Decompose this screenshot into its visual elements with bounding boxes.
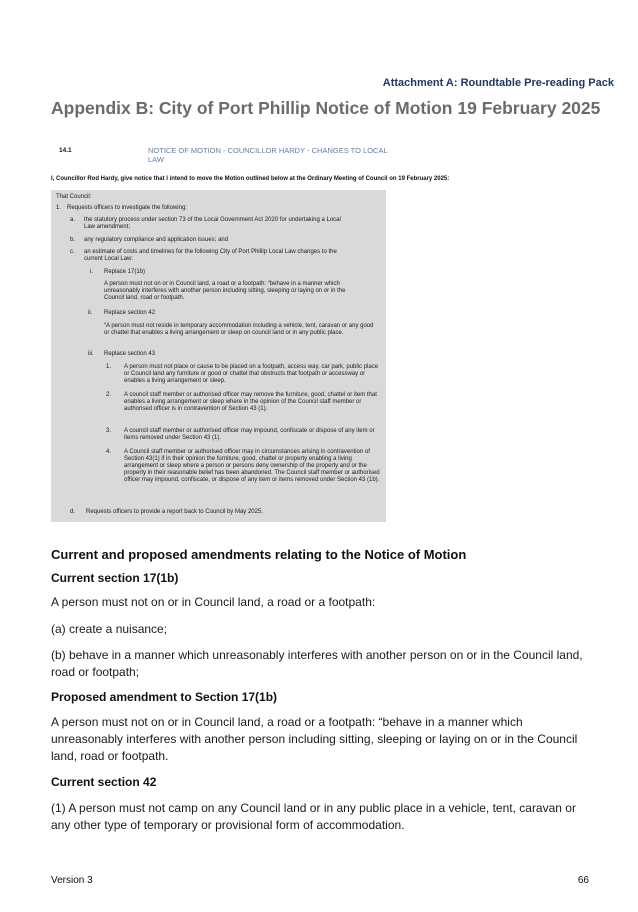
item-number: d. (70, 509, 76, 515)
item-number: 3. (106, 428, 112, 434)
page-title: Appendix B: City of Port Phillip Notice of Motion 19 February 2025 (51, 98, 601, 118)
item-number: 1. (106, 364, 112, 370)
item-number: 1. (56, 205, 62, 211)
current-17-1b-intro: A person must not on or in Council land, a road or a footpath: (51, 595, 376, 609)
motion-intro: That Council: (56, 194, 92, 200)
item-text: A council staff member or authorised officer may remove the furniture, good, chattel or item that enables a living arrangement or sleep where in the opinion of the Council staff member or authorised officer is in contravention of Section 43 (1). (124, 392, 377, 413)
item-text: A person must not place or cause to be placed on a footpath, access way, car park, public place or Council land any furniture or good or chattel that obstructs that footpath or accessway or enables a living arrangement or sleep. (124, 364, 379, 385)
item-text: Requests officers to provide a report back to Council by May 2025. (86, 509, 263, 515)
item-number: i. (90, 269, 93, 275)
current-42-text: (1) A person must not camp on any Council land or in any public place in a vehicle, tent, caravan or any other type of temporary or provisional form of accommodation. (51, 801, 576, 832)
item-text: any regulatory compliance and application issues; and (84, 237, 229, 243)
item-number: 2. (106, 392, 112, 398)
proposed-17-1b-text: A person must not on or in Council land, a road or a footpath: “behave in a manner which unreasonably interferes with another person including sitting, sleeping or laying on or in the Council land, road or footpath. (51, 715, 578, 763)
footer-version: Version 3 (51, 875, 93, 886)
item-number: a. (70, 217, 76, 223)
item-number: 4. (106, 449, 112, 455)
item-title: Replace section 42 (104, 310, 156, 316)
current-17-1b-a: (a) create a nuisance; (51, 622, 168, 636)
current-17-1b-b: (b) behave in a manner which unreasonably interferes with another person on or in the Council land, road or footpath; (51, 648, 583, 679)
motion-text-box (51, 190, 386, 522)
amendments-heading: Current and proposed amendments relating to the Notice of Motion (51, 547, 467, 562)
proposed-17-1b-heading: Proposed amendment to Section 17(1b) (51, 690, 278, 704)
item-title: Replace section 43 (104, 351, 156, 357)
notice-heading: NOTICE OF MOTION - COUNCILLOR HARDY - CHANGES TO LOCAL LAW (148, 146, 388, 164)
item-text: an estimate of costs and timelines for the following City of Port Phillip Local Law changes to the current Local Law: (84, 249, 337, 263)
page-number: 66 (577, 875, 589, 886)
item-number: b. (70, 237, 76, 243)
current-17-1b-heading: Current section 17(1b) (51, 571, 179, 585)
councillor-notice-line: I, Councillor Rod Hardy, give notice that I intend to move the Motion outlined below at the Ordinary Meeting of Council on 19 February 2025: (51, 176, 450, 182)
current-42-heading: Current section 42 (51, 775, 157, 789)
agenda-item-number: 14.1 (59, 147, 72, 154)
attachment-label: Attachment A: Roundtable Pre-reading Pack (382, 77, 614, 89)
item-text: A Council staff member or authorised officer may in circumstances arising in contravention of Section 43(1) if in their opinion the furniture, good, chattel or property enabling a living arrangement or sleep where a person or persons deny ownership of the property and or the property in their reasonable belief has been abandoned. The Council staff member or authorised officer may impound, confiscate, or dispose of any item or items removed under Section 43 (1b). (124, 449, 380, 484)
item-text: A council staff member or authorised officer may impound, confiscate or dispose of any item or items removed under Section 43 (1). (124, 428, 375, 442)
item-title: Replace 17(1b) (104, 269, 146, 275)
item-number: ii. (88, 310, 93, 316)
item-text: the statutory process under section 73 of the Local Government Act 2020 for undertaking a Local Law amendment; (84, 217, 341, 231)
item-text: Requests officers to investigate the following: (67, 205, 187, 211)
item-number: c. (70, 249, 75, 255)
item-text: “A person must not reside in temporary accommodation including a vehicle, tent, caravan or any good or chattel that enables a living arrangement or sleep on council land or in any public place. (104, 323, 374, 337)
item-number: iii. (88, 351, 94, 357)
item-text: A person must not on or in Council land, a road or a footpath: “behave in a manner which unreasonably interferes with another person including sitting, sleeping or laying on or in the Council land, road or footpath. (104, 281, 346, 302)
